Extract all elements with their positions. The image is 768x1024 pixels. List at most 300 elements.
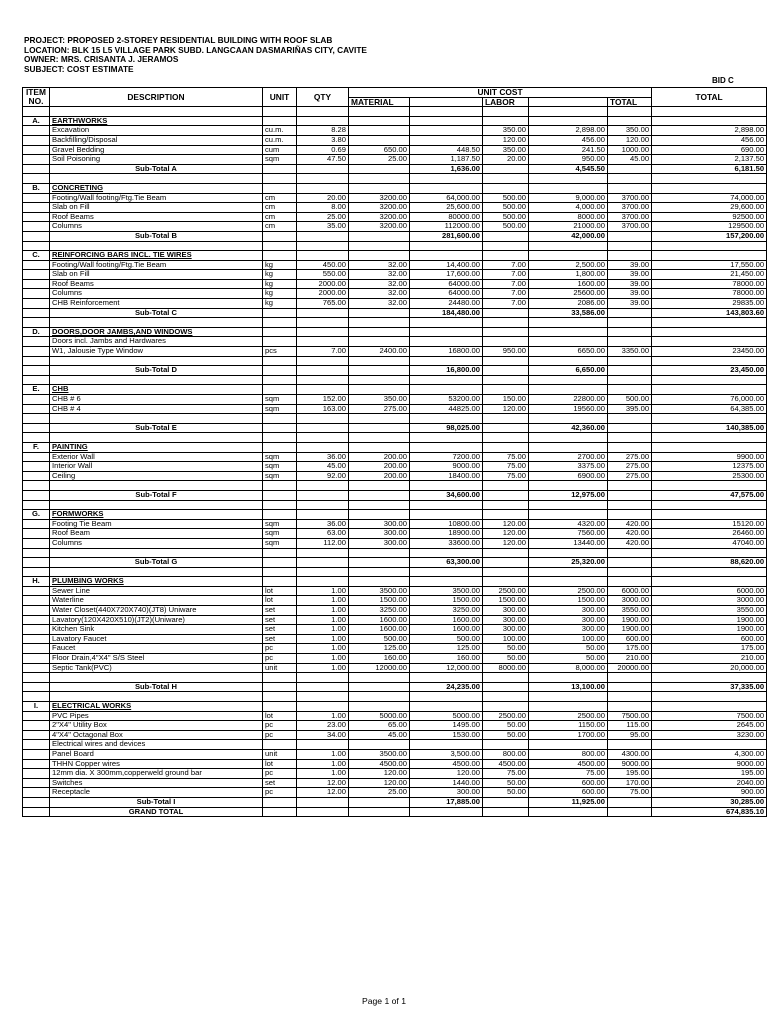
qty: 92.00	[297, 471, 349, 481]
empty-cell	[50, 107, 263, 117]
blank-row	[23, 318, 767, 328]
empty-cell	[483, 164, 529, 174]
empty-cell	[529, 385, 608, 395]
table-row	[23, 788, 767, 798]
empty-cell	[483, 231, 529, 241]
line-total: 9000.00	[652, 759, 767, 769]
empty-cell	[263, 107, 297, 117]
item-no	[23, 788, 50, 798]
empty-cell	[483, 558, 529, 568]
document-header	[24, 36, 367, 74]
labor-unit-cost: 75.00	[483, 769, 529, 779]
empty-cell	[23, 558, 50, 568]
empty-cell	[410, 567, 483, 577]
empty-cell	[608, 500, 652, 510]
empty-cell	[263, 231, 297, 241]
empty-cell	[529, 414, 608, 424]
total-unit-cost: 275.00	[608, 452, 652, 462]
col-header-item-no-line2: NO.	[28, 96, 44, 107]
material-amount: 5000.00	[410, 711, 483, 721]
labor-unit-cost: 300.00	[483, 606, 529, 616]
empty-cell	[608, 385, 652, 395]
table-row	[23, 749, 767, 759]
item-no	[23, 260, 50, 270]
material-unit-cost: 3500.00	[349, 586, 410, 596]
material-unit-cost: 300.00	[349, 538, 410, 548]
material-amount: 80000.00	[410, 212, 483, 222]
labor-amount: 1600.00	[529, 279, 608, 289]
empty-cell	[50, 241, 263, 251]
qty: 23.00	[297, 721, 349, 731]
unit: cu.m.	[263, 126, 297, 136]
subtotal-label: GRAND TOTAL	[50, 807, 263, 817]
labor-unit-cost: 7.00	[483, 279, 529, 289]
line-total: 21,450.00	[652, 270, 767, 280]
unit: kg	[263, 289, 297, 299]
item-no	[23, 586, 50, 596]
empty-cell	[349, 682, 410, 692]
empty-cell	[263, 174, 297, 184]
subtotal-label: Sub-Total C	[50, 308, 263, 318]
material-amount: 64,000.00	[410, 193, 483, 203]
empty-cell	[50, 481, 263, 491]
unit: pc	[263, 721, 297, 731]
material-unit-cost: 300.00	[349, 519, 410, 529]
material-unit-cost: 2400.00	[349, 347, 410, 357]
line-total: 195.00	[652, 769, 767, 779]
material-amount: 24480.00	[410, 299, 483, 309]
total-unit-cost: 3550.00	[608, 606, 652, 616]
empty-cell	[483, 673, 529, 683]
qty: 1.00	[297, 749, 349, 759]
subtotal-label: Sub-Total F	[50, 490, 263, 500]
empty-cell	[349, 740, 410, 750]
labor-amount: 19560.00	[529, 404, 608, 414]
empty-cell	[483, 174, 529, 184]
material-amount: 64000.00	[410, 279, 483, 289]
empty-cell	[529, 251, 608, 261]
description: 2"X4" Utility Box	[50, 721, 263, 731]
unit: set	[263, 615, 297, 625]
empty-cell	[297, 308, 349, 318]
empty-cell	[410, 356, 483, 366]
description: Receptacle	[50, 788, 263, 798]
empty-cell	[529, 241, 608, 251]
empty-cell	[608, 251, 652, 261]
unit: cm	[263, 222, 297, 232]
qty: 36.00	[297, 519, 349, 529]
labor-unit-cost: 800.00	[483, 749, 529, 759]
subtotal-material: 16,800.00	[410, 366, 483, 376]
empty-cell	[652, 174, 767, 184]
empty-cell	[349, 702, 410, 712]
material-unit-cost: 32.00	[349, 270, 410, 280]
empty-cell	[410, 251, 483, 261]
subtotal-total: 140,385.00	[652, 423, 767, 433]
total-unit-cost: 350.00	[608, 126, 652, 136]
material-unit-cost: 120.00	[349, 778, 410, 788]
empty-cell	[297, 682, 349, 692]
empty-cell	[23, 692, 50, 702]
col-header-labor: LABOR	[483, 97, 529, 107]
section-title: ELECTRICAL WORKS	[50, 702, 263, 712]
table-row	[23, 395, 767, 405]
blank-row	[23, 673, 767, 683]
empty-cell	[50, 500, 263, 510]
empty-cell	[652, 702, 767, 712]
total-unit-cost: 39.00	[608, 270, 652, 280]
table-row	[23, 759, 767, 769]
line-total: 1900.00	[652, 615, 767, 625]
empty-cell	[608, 807, 652, 817]
material-amount: 300.00	[410, 788, 483, 798]
empty-cell	[483, 807, 529, 817]
unit: sqm	[263, 404, 297, 414]
empty-cell	[529, 183, 608, 193]
empty-cell	[263, 318, 297, 328]
labor-amount: 13440.00	[529, 538, 608, 548]
empty-cell	[50, 174, 263, 184]
section-number: A.	[23, 116, 50, 126]
line-total: 4,300.00	[652, 749, 767, 759]
empty-cell	[608, 174, 652, 184]
material-unit-cost: 120.00	[349, 769, 410, 779]
material-unit-cost: 500.00	[349, 634, 410, 644]
labor-unit-cost: 350.00	[483, 126, 529, 136]
total-unit-cost: 95.00	[608, 730, 652, 740]
table-row	[23, 126, 767, 136]
description: Soil Poisoning	[50, 155, 263, 165]
description: Roof Beams	[50, 212, 263, 222]
material-amount: 1600.00	[410, 625, 483, 635]
total-unit-cost: 3350.00	[608, 347, 652, 357]
empty-cell	[410, 375, 483, 385]
item-no	[23, 289, 50, 299]
empty-cell	[23, 174, 50, 184]
subtotal-row	[23, 490, 767, 500]
labor-unit-cost: 500.00	[483, 193, 529, 203]
material-amount: 3,500.00	[410, 749, 483, 759]
labor-amount: 2086.00	[529, 299, 608, 309]
qty: 34.00	[297, 730, 349, 740]
empty-cell	[483, 183, 529, 193]
empty-cell	[349, 327, 410, 337]
qty: 12.00	[297, 788, 349, 798]
empty-cell	[652, 318, 767, 328]
empty-cell	[410, 442, 483, 452]
labor-amount: 2,898.00	[529, 126, 608, 136]
material-amount: 16800.00	[410, 347, 483, 357]
empty-cell	[50, 673, 263, 683]
empty-cell	[410, 385, 483, 395]
empty-cell	[349, 174, 410, 184]
empty-cell	[652, 500, 767, 510]
material-unit-cost: 200.00	[349, 452, 410, 462]
unit: kg	[263, 279, 297, 289]
labor-amount: 25600.00	[529, 289, 608, 299]
line-total: 6000.00	[652, 586, 767, 596]
line-total: 900.00	[652, 788, 767, 798]
unit: lot	[263, 586, 297, 596]
unit: sqm	[263, 395, 297, 405]
unit: pc	[263, 788, 297, 798]
empty-cell	[529, 356, 608, 366]
qty: 63.00	[297, 529, 349, 539]
empty-cell	[297, 414, 349, 424]
empty-cell	[608, 164, 652, 174]
line-total: 64,385.00	[652, 404, 767, 414]
empty-cell	[652, 356, 767, 366]
line-total: 2,898.00	[652, 126, 767, 136]
material-unit-cost: 3200.00	[349, 203, 410, 213]
empty-cell	[297, 251, 349, 261]
description: Roof Beam	[50, 529, 263, 539]
empty-cell	[608, 308, 652, 318]
description: Footing/Wall footing/Ftg.Tie Beam	[50, 193, 263, 203]
empty-cell	[23, 366, 50, 376]
total-unit-cost: 7500.00	[608, 711, 652, 721]
table-row	[23, 270, 767, 280]
col-header-description: DESCRIPTION	[50, 88, 263, 107]
empty-cell	[483, 116, 529, 126]
description: Columns	[50, 222, 263, 232]
empty-cell	[349, 423, 410, 433]
material-unit-cost: 350.00	[349, 395, 410, 405]
empty-cell	[652, 251, 767, 261]
empty-cell	[608, 183, 652, 193]
unit: kg	[263, 270, 297, 280]
empty-cell	[652, 740, 767, 750]
table-row	[23, 721, 767, 731]
empty-cell	[23, 682, 50, 692]
section-title: EARTHWORKS	[50, 116, 263, 126]
empty-cell	[297, 797, 349, 807]
empty-cell	[297, 318, 349, 328]
blank-row	[23, 548, 767, 558]
total-unit-cost: 420.00	[608, 519, 652, 529]
total-unit-cost: 39.00	[608, 260, 652, 270]
item-no	[23, 347, 50, 357]
empty-cell	[608, 673, 652, 683]
unit: set	[263, 778, 297, 788]
qty: 0.69	[297, 145, 349, 155]
empty-cell	[349, 356, 410, 366]
description: Footing Tie Beam	[50, 519, 263, 529]
labor-unit-cost: 50.00	[483, 721, 529, 731]
project-line: PROJECT: PROPOSED 2-STOREY RESIDENTIAL BUILDING WITH ROOF SLAB	[24, 35, 333, 45]
unit: cm	[263, 193, 297, 203]
empty-cell	[297, 567, 349, 577]
empty-cell	[297, 174, 349, 184]
table-row	[23, 212, 767, 222]
empty-cell	[608, 116, 652, 126]
material-amount: 448.50	[410, 145, 483, 155]
empty-cell	[23, 490, 50, 500]
empty-cell	[23, 807, 50, 817]
empty-cell	[652, 116, 767, 126]
table-row	[23, 222, 767, 232]
line-total: 456.00	[652, 135, 767, 145]
table-row	[23, 730, 767, 740]
empty-cell	[349, 577, 410, 587]
description: Panel Board	[50, 749, 263, 759]
section-row	[23, 116, 767, 126]
labor-amount: 50.00	[529, 644, 608, 654]
empty-cell	[297, 577, 349, 587]
empty-cell	[529, 337, 608, 347]
empty-cell	[483, 433, 529, 443]
empty-cell	[410, 174, 483, 184]
item-no	[23, 759, 50, 769]
section-row	[23, 183, 767, 193]
material-amount: 3250.00	[410, 606, 483, 616]
col-header-unit-cost: UNIT COST	[349, 88, 652, 98]
material-amount: 14,400.00	[410, 260, 483, 270]
material-unit-cost: 65.00	[349, 721, 410, 731]
empty-cell	[23, 797, 50, 807]
material-amount: 1530.00	[410, 730, 483, 740]
labor-unit-cost: 50.00	[483, 654, 529, 664]
empty-cell	[349, 183, 410, 193]
empty-cell	[652, 327, 767, 337]
line-total: 15120.00	[652, 519, 767, 529]
item-no	[23, 404, 50, 414]
empty-cell	[529, 116, 608, 126]
labor-unit-cost: 500.00	[483, 203, 529, 213]
empty-cell	[652, 375, 767, 385]
material-unit-cost: 650.00	[349, 145, 410, 155]
qty: 2000.00	[297, 289, 349, 299]
line-total: 3230.00	[652, 730, 767, 740]
empty-cell	[263, 481, 297, 491]
material-unit-cost: 25.00	[349, 788, 410, 798]
subtotal-labor: 12,975.00	[529, 490, 608, 500]
empty-cell	[608, 414, 652, 424]
subtotal-labor: 42,360.00	[529, 423, 608, 433]
unit: cu.m.	[263, 135, 297, 145]
empty-cell	[297, 702, 349, 712]
empty-cell	[349, 797, 410, 807]
item-no	[23, 778, 50, 788]
labor-amount: 2500.00	[529, 711, 608, 721]
qty: 7.00	[297, 347, 349, 357]
empty-cell	[410, 107, 483, 117]
empty-cell	[297, 442, 349, 452]
empty-cell	[483, 481, 529, 491]
empty-cell	[263, 356, 297, 366]
empty-cell	[410, 337, 483, 347]
empty-cell	[297, 481, 349, 491]
table-row	[23, 644, 767, 654]
labor-amount: 8,000.00	[529, 663, 608, 673]
subtotal-row	[23, 164, 767, 174]
empty-cell	[23, 375, 50, 385]
col-header-qty: QTY	[297, 88, 349, 107]
empty-cell	[349, 807, 410, 817]
material-amount: 12,000.00	[410, 663, 483, 673]
description: Slab on Fill	[50, 203, 263, 213]
subtotal-material: 24,235.00	[410, 682, 483, 692]
empty-cell	[297, 548, 349, 558]
labor-unit-cost: 50.00	[483, 730, 529, 740]
empty-cell	[608, 692, 652, 702]
qty: 8.28	[297, 126, 349, 136]
unit: sqm	[263, 519, 297, 529]
empty-cell	[263, 251, 297, 261]
empty-cell	[483, 548, 529, 558]
qty: 1.00	[297, 615, 349, 625]
qty: 1.00	[297, 634, 349, 644]
material-amount: 160.00	[410, 654, 483, 664]
empty-cell	[652, 433, 767, 443]
section-row	[23, 327, 767, 337]
labor-amount: 1150.00	[529, 721, 608, 731]
line-total: 2040.00	[652, 778, 767, 788]
line-total: 47040.00	[652, 538, 767, 548]
item-no	[23, 270, 50, 280]
total-unit-cost: 120.00	[608, 135, 652, 145]
total-unit-cost: 6000.00	[608, 586, 652, 596]
table-row	[23, 769, 767, 779]
labor-unit-cost: 75.00	[483, 452, 529, 462]
empty-cell	[410, 183, 483, 193]
empty-cell	[529, 375, 608, 385]
labor-unit-cost: 300.00	[483, 615, 529, 625]
empty-cell	[608, 577, 652, 587]
material-unit-cost: 160.00	[349, 654, 410, 664]
subtotal-total: 88,620.00	[652, 558, 767, 568]
qty: 1.00	[297, 606, 349, 616]
item-no	[23, 625, 50, 635]
qty: 550.00	[297, 270, 349, 280]
unit: pc	[263, 730, 297, 740]
empty-cell	[608, 327, 652, 337]
qty: 1.00	[297, 644, 349, 654]
qty: 1.00	[297, 663, 349, 673]
material-unit-cost: 200.00	[349, 462, 410, 472]
empty-cell	[23, 740, 50, 750]
item-no	[23, 222, 50, 232]
empty-cell	[652, 385, 767, 395]
empty-cell	[263, 807, 297, 817]
empty-cell	[349, 241, 410, 251]
labor-amount: 2700.00	[529, 452, 608, 462]
unit: lot	[263, 759, 297, 769]
qty: 25.00	[297, 212, 349, 222]
note-row	[23, 740, 767, 750]
blank-row	[23, 356, 767, 366]
empty-cell	[483, 500, 529, 510]
material-unit-cost: 200.00	[349, 471, 410, 481]
empty-cell	[263, 740, 297, 750]
empty-cell	[297, 107, 349, 117]
empty-cell	[349, 442, 410, 452]
blank-row	[23, 107, 767, 117]
empty-cell	[483, 366, 529, 376]
table-row	[23, 347, 767, 357]
labor-amount: 300.00	[529, 625, 608, 635]
labor-unit-cost: 500.00	[483, 222, 529, 232]
empty-cell	[263, 385, 297, 395]
blank-row	[23, 241, 767, 251]
empty-cell	[50, 433, 263, 443]
empty-cell	[410, 241, 483, 251]
empty-cell	[263, 797, 297, 807]
item-no	[23, 596, 50, 606]
qty: 20.00	[297, 193, 349, 203]
material-unit-cost: 1600.00	[349, 615, 410, 625]
labor-unit-cost: 7.00	[483, 260, 529, 270]
